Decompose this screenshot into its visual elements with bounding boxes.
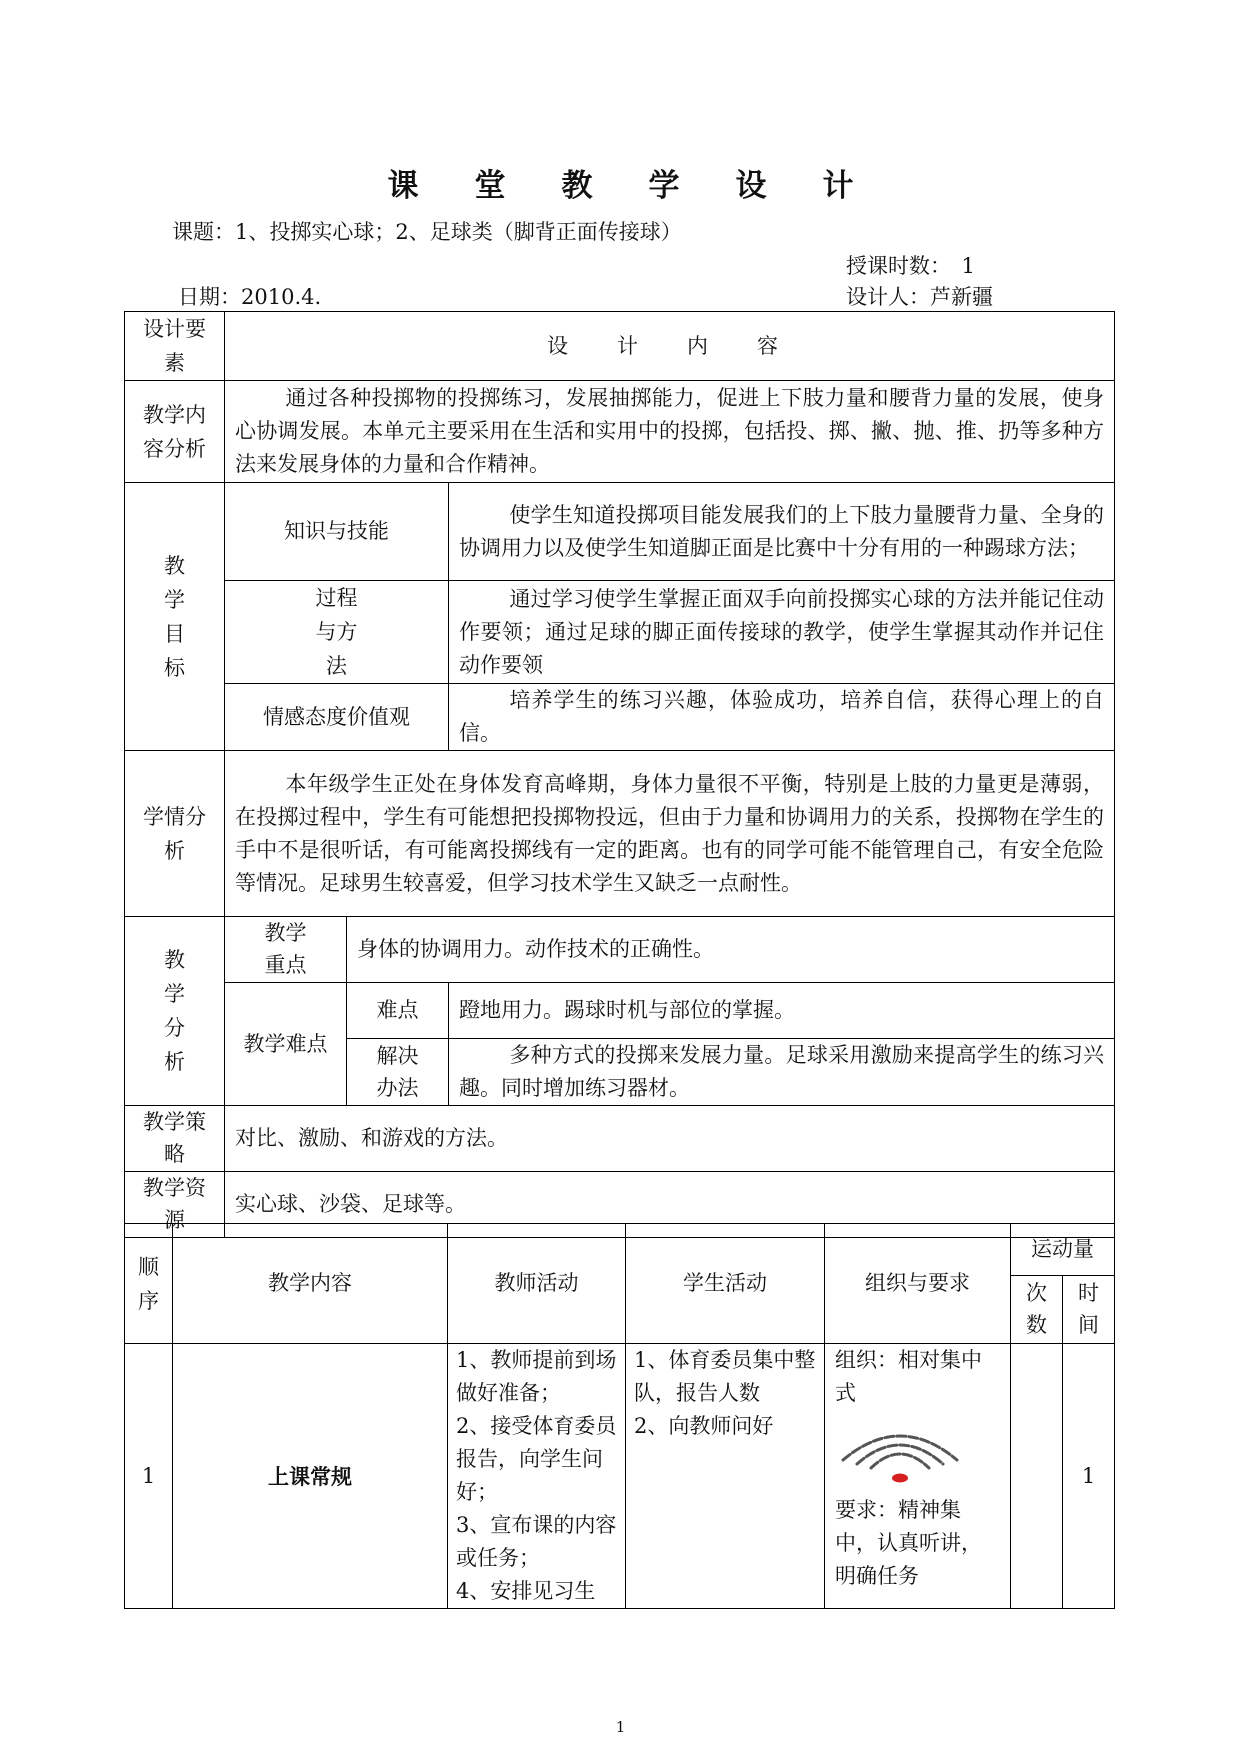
header-duration: 时间 [1063, 1276, 1115, 1344]
student-analysis-label: 学情分析 [125, 751, 225, 917]
key-point-label: 教学重点 [225, 917, 347, 983]
difficulty-group-label: 教学难点 [225, 983, 347, 1106]
student-analysis-text: 本年级学生正处在身体发育高峰期，身体力量很不平衡，特别是上肢的力量更是薄弱，在投掷过程中，学生有可能想把投掷物投远，但由于力量和协调用力的关系，投掷物在学生的手中不是很听话，有可能离投掷线有一定的距离。也有的同学可能不能管理自己，有安全危险等情况。足球男生较喜爱，但学习技术学生又缺乏一点耐性。 [225, 751, 1115, 917]
goal-emotion-label: 情感态度价值观 [225, 684, 449, 751]
header-content: 教学内容 [173, 1224, 448, 1344]
teacher-position-dot [892, 1474, 908, 1483]
col-content-header: 设 计 内 容 [225, 312, 1115, 381]
row-content: 上课常规 [173, 1344, 448, 1609]
lesson-topic: 课题：1、投掷实心球；2、足球类（脚背正面传接球） [172, 220, 682, 244]
row-student-activity: 1、体育委员集中整队，报告人数 2、向教师问好 [626, 1344, 825, 1609]
requirement-text: 要求：精神集中，认真听讲，明确任务 [835, 1498, 982, 1588]
solution-text: 多种方式的投掷来发展力量。足球采用激励来提高学生的练习兴趣。同时增加练习器材。 [449, 1039, 1115, 1106]
col-element-header: 设计要素 [125, 312, 225, 381]
goal-knowledge-text: 使学生知道投掷项目能发展我们的上下肢力量腰背力量、全身的协调用力以及使学生知道脚正面是比赛中十分有用的一种踢球方法； [449, 483, 1115, 581]
header-student: 学生活动 [626, 1224, 825, 1344]
strategy-label: 教学策略 [125, 1106, 225, 1172]
page-number: 1 [615, 1718, 626, 1736]
design-table [124, 311, 1115, 1238]
page-title: 课堂教学设计 [387, 168, 910, 204]
content-analysis-text: 通过各种投掷物的投掷练习，发展抽掷能力，促进上下肢力量和腰背力量的发展，使身心协调发展。本单元主要采用在生活和实用中的投掷，包括投、掷、撇、抛、推、扔等多种方法来发展身体的力量和合作精神。 [225, 381, 1115, 483]
row-times [1011, 1344, 1063, 1609]
lesson-designer: 设计人：芦新疆 [846, 285, 993, 309]
header-org: 组织与要求 [825, 1224, 1011, 1344]
row-order: 1 [125, 1344, 173, 1609]
goal-emotion-text: 培养学生的练习兴趣，体验成功，培养自信，获得心理上的自信。 [449, 684, 1115, 751]
strategy-text: 对比、激励、和游戏的方法。 [225, 1106, 1115, 1172]
lesson-hours: 授课时数： 1 [846, 254, 975, 278]
header-load: 运动量 [1011, 1224, 1115, 1276]
teaching-analysis-label: 教学分析 [125, 917, 225, 1106]
row-org-requirements [825, 1344, 1011, 1609]
formation-arc-inner [871, 1454, 929, 1468]
difficulty-label: 难点 [347, 983, 449, 1039]
header-teacher: 教师活动 [448, 1224, 626, 1344]
goal-process-text: 通过学习使学生掌握正面双手向前投掷实心球的方法并能记住动作要领；通过足球的脚正面传接球的教学，使学生掌握其动作并记住动作要领 [449, 581, 1115, 684]
resources-text: 实心球、沙袋、足球等。 [225, 1172, 1115, 1238]
row-duration: 1 [1063, 1344, 1115, 1609]
solution-label: 解决办法 [347, 1039, 449, 1106]
difficulty-text: 蹬地用力。踢球时机与部位的掌握。 [449, 983, 1115, 1039]
header-order: 顺序 [125, 1224, 173, 1344]
header-times: 次数 [1011, 1276, 1063, 1344]
resources-label: 教学资源 [125, 1172, 225, 1238]
formation-arc-outer [843, 1436, 957, 1460]
content-analysis-label: 教学内容分析 [125, 381, 225, 483]
process-table [124, 1223, 1115, 1609]
goal-process-label: 过程与方法 [225, 581, 449, 684]
org-text: 组织：相对集中式 [835, 1348, 982, 1405]
goal-knowledge-label: 知识与技能 [225, 483, 449, 581]
table-row [125, 1344, 1115, 1609]
formation-diagram [835, 1416, 965, 1484]
key-point-text: 身体的协调用力。动作技术的正确性。 [347, 917, 1115, 983]
row-teacher-activity: 1、教师提前到场做好准备； 2、接受体育委员报告，向学生问好； 3、宣布课的内容或任务； 4、安排见习生 [448, 1344, 626, 1609]
goals-label: 教学目标 [125, 483, 225, 751]
lesson-date: 日期：2010.4. [178, 285, 322, 309]
